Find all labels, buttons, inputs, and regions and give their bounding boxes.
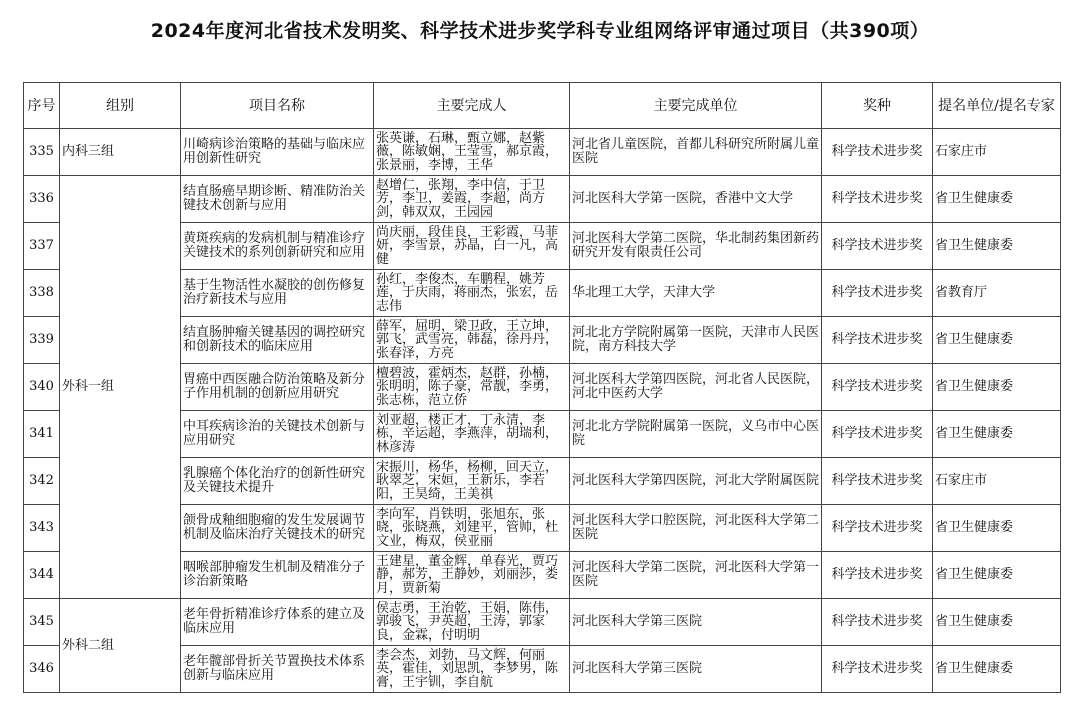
- nominator-cell: 省卫生健康委: [933, 364, 1061, 411]
- units-cell: 河北医科大学第四医院，河北省人民医院，河北中医药大学: [570, 364, 822, 411]
- people-cell: 李向军，肖铁明，张旭东，张晓，张晓燕，刘建平，管帅，杜文业，梅双，侯亚丽: [374, 505, 570, 552]
- nominator-cell: 石家庄市: [933, 458, 1061, 505]
- seq-cell: 344: [24, 552, 60, 599]
- header-project: 项目名称: [181, 83, 374, 129]
- project-cell: 颌骨成釉细胞瘤的发生发展调节机制及临床治疗关键技术的研究: [181, 505, 374, 552]
- header-row: [24, 83, 1061, 129]
- seq-cell: 342: [24, 458, 60, 505]
- award-cell: 科学技术进步奖: [822, 317, 933, 364]
- table-row: [24, 599, 1061, 646]
- seq-cell: 345: [24, 599, 60, 646]
- nominator-cell: 省卫生健康委: [933, 317, 1061, 364]
- people-cell: 檀碧波，霍炳杰，赵群，孙楠，张明明，陈子豪，常靓，李勇，张志栋，范立侨: [374, 364, 570, 411]
- people-cell: 孙红，李俊杰，车鹏程，姚芳莲，于庆雨，蒋丽杰，张宏，岳志伟: [374, 270, 570, 317]
- awards-table: [23, 82, 1061, 693]
- award-cell: 科学技术进步奖: [822, 599, 933, 646]
- seq-cell: 339: [24, 317, 60, 364]
- seq-cell: 346: [24, 646, 60, 693]
- units-cell: 河北医科大学第四医院，河北大学附属医院: [570, 458, 822, 505]
- units-cell: 河北北方学院附属第一医院，义乌市中心医院: [570, 411, 822, 458]
- seq-cell: 335: [24, 129, 60, 176]
- project-cell: 川崎病诊治策略的基础与临床应用创新性研究: [181, 129, 374, 176]
- people-cell: 王建星，董金辉，单春光，贾巧静，郝芳，王静妙，刘丽莎，娄月，贾新菊: [374, 552, 570, 599]
- award-cell: 科学技术进步奖: [822, 552, 933, 599]
- project-cell: 咽喉部肿瘤发生机制及精准分子诊治新策略: [181, 552, 374, 599]
- people-cell: 侯志勇，王治乾，王娟，陈伟，郭骏飞，尹英超，王涛，郭家良，金霖，付明明: [374, 599, 570, 646]
- award-cell: 科学技术进步奖: [822, 129, 933, 176]
- nominator-cell: 省教育厅: [933, 270, 1061, 317]
- project-cell: 老年骨折精准诊疗体系的建立及临床应用: [181, 599, 374, 646]
- project-cell: 结直肠肿瘤关键基因的调控研究和创新技术的临床应用: [181, 317, 374, 364]
- people-cell: 刘亚超，楼正才，丁永清，李栋，辛运超，李燕萍，胡瑞利，林彦涛: [374, 411, 570, 458]
- project-cell: 结直肠癌早期诊断、精准防治关键技术创新与应用: [181, 176, 374, 223]
- header-seq: 序号: [24, 83, 60, 129]
- group-cell: 内科三组: [60, 129, 181, 176]
- nominator-cell: 省卫生健康委: [933, 223, 1061, 270]
- award-cell: 科学技术进步奖: [822, 270, 933, 317]
- seq-cell: 340: [24, 364, 60, 411]
- header-people: 主要完成人: [374, 83, 570, 129]
- header-nominator: 提名单位/提名专家: [933, 83, 1061, 129]
- people-cell: 尚庆丽，段佳良，王彩霞，马菲妍，李雪景，苏晶，白一凡，高健: [374, 223, 570, 270]
- units-cell: 河北医科大学第二医院，华北制药集团新药研究开发有限责任公司: [570, 223, 822, 270]
- nominator-cell: 省卫生健康委: [933, 411, 1061, 458]
- nominator-cell: 石家庄市: [933, 129, 1061, 176]
- people-cell: 张英谦，石琳，甄立娜，赵紫薇，陈敏娴，王莹雪，郝京霞，张景丽，李博，王华: [374, 129, 570, 176]
- units-cell: 河北省儿童医院，首都儿科研究所附属儿童医院: [570, 129, 822, 176]
- nominator-cell: 省卫生健康委: [933, 646, 1061, 693]
- units-cell: 河北北方学院附属第一医院，天津市人民医院，南方科技大学: [570, 317, 822, 364]
- header-group: 组别: [60, 83, 181, 129]
- award-cell: 科学技术进步奖: [822, 646, 933, 693]
- units-cell: 河北医科大学第三医院: [570, 646, 822, 693]
- table-row: [24, 176, 1061, 223]
- nominator-cell: 省卫生健康委: [933, 552, 1061, 599]
- award-cell: 科学技术进步奖: [822, 364, 933, 411]
- seq-cell: 338: [24, 270, 60, 317]
- award-cell: 科学技术进步奖: [822, 458, 933, 505]
- project-cell: 胃癌中西医融合防治策略及新分子作用机制的创新应用研究: [181, 364, 374, 411]
- project-cell: 乳腺癌个体化治疗的创新性研究及关键技术提升: [181, 458, 374, 505]
- units-cell: 华北理工大学，天津大学: [570, 270, 822, 317]
- award-cell: 科学技术进步奖: [822, 505, 933, 552]
- award-cell: 科学技术进步奖: [822, 411, 933, 458]
- project-cell: 基于生物活性水凝胶的创伤修复治疗新技术与应用: [181, 270, 374, 317]
- people-cell: 宋振川，杨华，杨柳，回天立，耿翠芝，宋姮，王新乐，李若阳，王昊绮，王美祺: [374, 458, 570, 505]
- units-cell: 河北医科大学第三医院: [570, 599, 822, 646]
- award-cell: 科学技术进步奖: [822, 176, 933, 223]
- people-cell: 薛军，屈明，梁卫政，王立坤，郭飞，武雪亮，韩磊，徐丹丹，张春泽，方亮: [374, 317, 570, 364]
- project-cell: 中耳疾病诊治的关键技术创新与应用研究: [181, 411, 374, 458]
- page-title: 2024年度河北省技术发明奖、科学技术进步奖学科专业组网络评审通过项目（共390项）: [150, 20, 930, 42]
- nominator-cell: 省卫生健康委: [933, 599, 1061, 646]
- seq-cell: 343: [24, 505, 60, 552]
- award-cell: 科学技术进步奖: [822, 223, 933, 270]
- header-award: 奖种: [822, 83, 933, 129]
- units-cell: 河北医科大学第二医院，河北医科大学第一医院: [570, 552, 822, 599]
- seq-cell: 336: [24, 176, 60, 223]
- nominator-cell: 省卫生健康委: [933, 505, 1061, 552]
- table-row: [24, 129, 1061, 176]
- people-cell: 赵增仁，张翔，李中信，于卫芳，李卫，姜霞，李超，尚方剑，韩双双，王园园: [374, 176, 570, 223]
- people-cell: 李会杰，刘勃，马文辉，何丽英，霍佳，刘思凯，李梦男，陈膏，王宇钏，李自航: [374, 646, 570, 693]
- nominator-cell: 省卫生健康委: [933, 176, 1061, 223]
- group-cell: 外科一组: [60, 176, 181, 599]
- project-cell: 老年髋部骨折关节置换技术体系创新与临床应用: [181, 646, 374, 693]
- group-cell: 外科二组: [60, 599, 181, 693]
- units-cell: 河北医科大学口腔医院，河北医科大学第二医院: [570, 505, 822, 552]
- project-cell: 黄斑疾病的发病机制与精准诊疗关键技术的系列创新研究和应用: [181, 223, 374, 270]
- header-units: 主要完成单位: [570, 83, 822, 129]
- seq-cell: 337: [24, 223, 60, 270]
- units-cell: 河北医科大学第一医院，香港中文大学: [570, 176, 822, 223]
- seq-cell: 341: [24, 411, 60, 458]
